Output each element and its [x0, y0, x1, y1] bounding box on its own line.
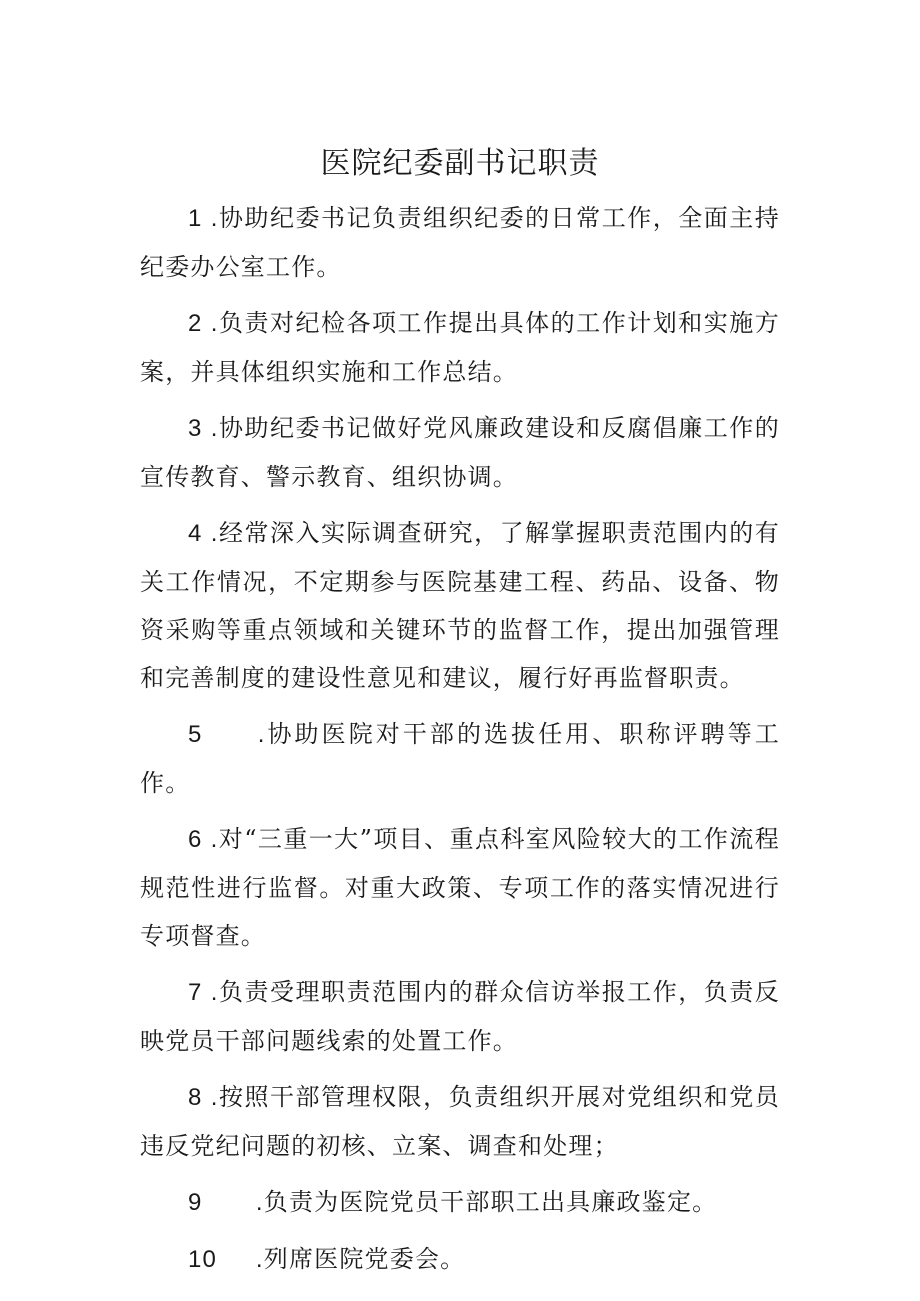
list-item [140, 815, 780, 960]
item-separator: . [202, 1084, 219, 1111]
item-separator: . [202, 979, 219, 1006]
item-number: 1 [188, 205, 203, 232]
list-item [140, 710, 780, 807]
item-separator: . [248, 1246, 264, 1273]
item-text: 列席医院党委会。 [263, 1245, 466, 1273]
list-item [140, 968, 780, 1065]
item-number: 7 [188, 979, 203, 1006]
item-text: 按照干部管理权限，负责组织开展对党组织和党员违反党纪问题的初核、立案、调查和处理； [140, 1083, 780, 1160]
list-item [140, 509, 780, 702]
item-number: 8 [188, 1084, 203, 1111]
list-item [140, 1073, 780, 1170]
item-number: 10 [188, 1246, 218, 1273]
list-item [140, 1235, 780, 1284]
list-item [140, 194, 780, 291]
item-separator: . [202, 415, 219, 442]
item-text: 经常深入实际调查研究，了解掌握职责范围内的有关工作情况，不定期参与医院基建工程、药品、设备、物资采购等重点领域和关键环节的监督工作，提出加强管理和完善制度的建设性意见和建议，履行好再监督职责。 [140, 519, 780, 692]
item-number: 4 [188, 520, 203, 547]
item-number: 3 [188, 415, 203, 442]
item-text: 协助纪委书记做好党风廉政建设和反腐倡廉工作的宣传教育、警示教育、组织协调。 [140, 414, 780, 491]
item-separator: . [248, 721, 266, 748]
item-separator: . [202, 205, 219, 232]
item-separator: . [202, 826, 219, 853]
item-text: 对“三重一大”项目、重点科室风险较大的工作流程规范性进行监督。对重大政策、专项工作的落实情况进行专项督查。 [140, 825, 780, 950]
list-item [140, 404, 780, 501]
item-text: 协助纪委书记负责组织纪委的日常工作，全面主持纪委办公室工作。 [140, 204, 780, 281]
page-title: 医院纪委副书记职责 [320, 146, 600, 181]
item-number: 6 [188, 826, 203, 853]
list-item [140, 299, 780, 396]
item-separator: . [202, 310, 219, 337]
item-number: 9 [188, 1189, 203, 1216]
duty-list [140, 194, 780, 1292]
item-number: 2 [188, 310, 203, 337]
item-number: 5 [188, 721, 203, 748]
item-separator: . [248, 1189, 264, 1216]
list-item [140, 1178, 780, 1227]
item-text: 负责为医院党员干部职工出具廉政鉴定。 [263, 1188, 718, 1216]
item-text: 负责受理职责范围内的群众信访举报工作，负责反映党员干部问题线索的处置工作。 [140, 978, 780, 1055]
item-text: 协助医院对干部的选拔任用、职称评聘等工作。 [140, 720, 780, 797]
item-separator: . [202, 520, 219, 547]
item-text: 负责对纪检各项工作提出具体的工作计划和实施方案，并具体组织实施和工作总结。 [140, 309, 780, 386]
